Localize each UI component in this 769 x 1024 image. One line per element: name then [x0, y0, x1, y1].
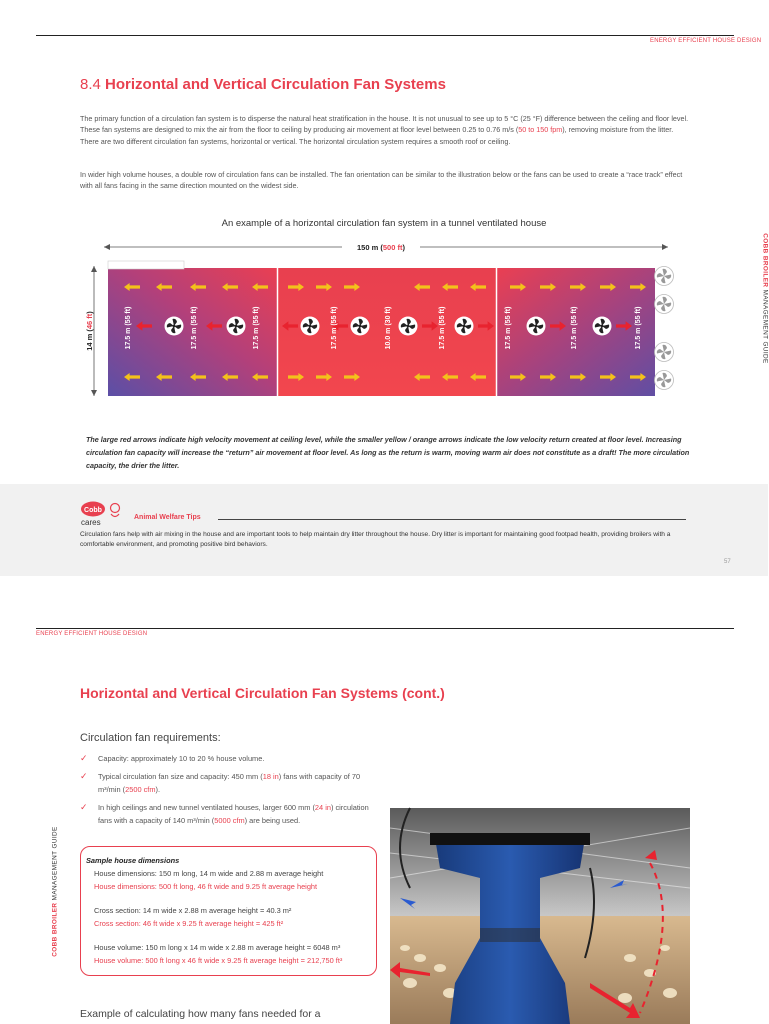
box-line: Cross section: 46 ft wide x 9.25 ft average height = 425 ft²: [94, 919, 284, 928]
section-title-text: Horizontal and Vertical Circulation Fan Systems: [105, 76, 446, 93]
fan-icon: [165, 317, 184, 336]
diagram-caption: An example of a horizontal circulation fan system in a tunnel ventilated house: [221, 218, 547, 229]
fan-icon: [655, 267, 674, 286]
page-number: 57: [724, 559, 731, 565]
list-item: ✓ Capacity: approximately 10 to 20 % house volume.: [80, 752, 380, 766]
page1-section-title: [80, 76, 446, 93]
fan-icon: [399, 317, 418, 336]
requirements-heading: Circulation fan requirements:: [80, 732, 221, 744]
box-line: House volume: 500 ft long x 46 ft wide x 9.25 ft average height = 212,750 ft³: [94, 956, 343, 965]
fan-icon: [227, 317, 246, 336]
welfare-text: Circulation fans help with air mixing in the house and are important tools to help maintain dry litter throughout the house. Dry litter is important for maintaining good footpad health, providing broilers with a comfortable environment, and promoting positive bird behaviors.: [80, 531, 671, 548]
segment-label: 17.5 m (55 ft): [505, 306, 512, 350]
segment-label: 17.5 m (55 ft): [331, 306, 338, 350]
example-text: Example of calculating how many fans needed for a: [80, 1008, 321, 1020]
page1-sidebar-label: COBB BROILER MANAGEMENT GUIDE: [761, 233, 769, 364]
diagram-note: The large red arrows indicate high velocity movement at ceiling level, while the smaller yellow / orange arrows indicate the low velocity return created at floor level. Increasing circulation fan capacity will increase the “return” air movement at floor level. As long as the return is warm, moving warm air does not constitute as a draft! The more circulation capacity, the drier the litter.: [86, 435, 690, 470]
segment-label: 17.5 m (55 ft): [571, 306, 578, 350]
svg-text:cares: cares: [81, 518, 101, 527]
section-number: 8.4: [80, 76, 101, 93]
fan-icon: [455, 317, 474, 336]
segment-label: 17.5 m (55 ft): [253, 306, 260, 350]
cobb-cares-logo: [80, 500, 132, 528]
fan-icon: [351, 317, 370, 336]
fan-layout-diagram: [80, 238, 692, 408]
fan-icon: [655, 295, 674, 314]
segment-label: 17.5 m (55 ft): [439, 306, 446, 350]
segment-label: 17.5 m (55 ft): [191, 306, 198, 350]
check-icon: ✓: [80, 770, 88, 781]
list-item: ✓ Typical circulation fan size and capacity: 450 mm (18 in) fans with capacity of 70 m³/min (2500 cfm).: [80, 770, 361, 794]
fan-icon: [593, 317, 612, 336]
requirements-list: [80, 752, 380, 832]
list-item: ✓ In high ceilings and new tunnel ventilated houses, larger 600 mm (24 in) circulation fans with a capacity of 140 m³/min (5000 cfm) are being used.: [80, 801, 369, 825]
segment-label: 10.0 m (30 ft): [385, 306, 392, 350]
fan-icon: [655, 343, 674, 362]
intro-paragraph: The primary function of a circulation fan system is to disperse the natural heat stratification in the house. It is not unusual to see up to 5 °C (25 °F) difference between the ceiling and floor level. These fan systems are designed to mix the air from the floor to ceiling by producing air movement at floor level between 0.25 to 0.76 m/s (50 to 150 fpm), removing moisture from the litter. There are two different circulation fan systems, horizontal or vertical. The horizontal circulation system requires a smooth roof or ceiling.: [80, 114, 689, 146]
fan-icon: [527, 317, 546, 336]
page1-header-rule: [36, 35, 734, 36]
welfare-title: Animal Welfare Tips: [134, 514, 201, 521]
box-line: Cross section: 14 m wide x 2.88 m average height = 40.3 m²: [94, 906, 292, 915]
box-line: House dimensions: 500 ft long, 46 ft wide and 9.25 ft average height: [94, 882, 318, 891]
page1-header-label: ENERGY EFFICIENT HOUSE DESIGN: [650, 38, 762, 44]
box-line: House volume: 150 m long x 14 m wide x 2.88 m average height = 6048 m³: [94, 943, 341, 952]
svg-text:Cobb: Cobb: [84, 507, 102, 514]
second-paragraph: In wider high volume houses, a double row of circulation fans can be installed. The fan orientation can be similar to the illustration below or the fans can be used to create a “race track” effect with all fans facing in the same direction mounted on the widest side.: [80, 170, 683, 191]
check-icon: ✓: [80, 753, 88, 763]
segment-label: 17.5 m (55 ft): [125, 306, 132, 350]
segment-label: 17.5 m (55 ft): [635, 306, 642, 350]
sample-house-dimensions-box: [80, 846, 377, 976]
page2-header-rule: [36, 628, 734, 629]
circulation-fan-photo: [390, 808, 690, 1024]
page2-sidebar-label: COBB BROILER MANAGEMENT GUIDE: [51, 826, 59, 957]
page2-section-title: Horizontal and Vertical Circulation Fan Systems (cont.): [80, 685, 445, 701]
fan-icon: [301, 317, 320, 336]
svg-text:14 m (46 ft): 14 m (46 ft): [85, 311, 94, 351]
box-line: House dimensions: 150 m long, 14 m wide and 2.88 m average height: [94, 869, 324, 878]
welfare-divider: [218, 519, 686, 520]
svg-text:150 m (500 ft): 150 m (500 ft): [357, 243, 405, 252]
fan-icon: [655, 371, 674, 390]
page2-header-label: ENERGY EFFICIENT HOUSE DESIGN: [36, 631, 148, 637]
check-icon: ✓: [80, 801, 88, 812]
box-heading: Sample house dimensions: [86, 856, 180, 865]
